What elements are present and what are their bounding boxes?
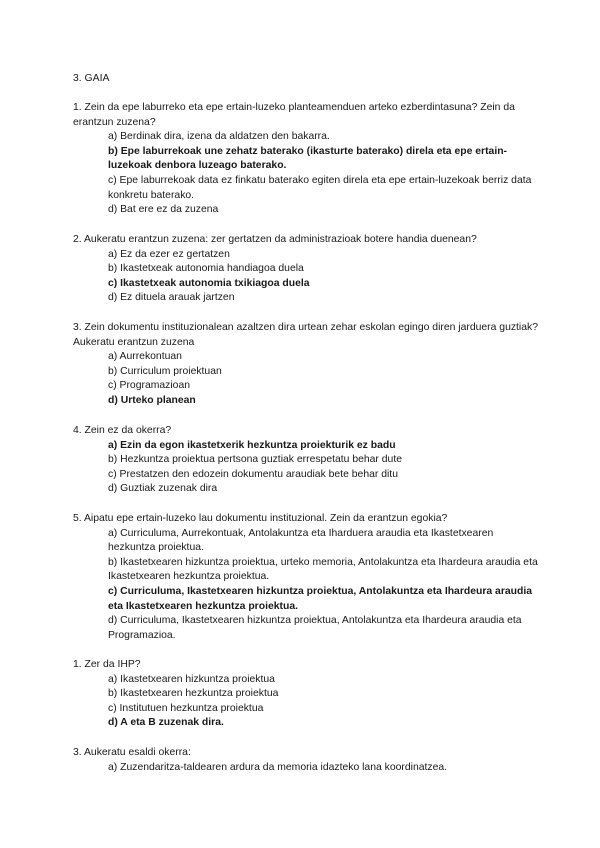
answer-option: d) Guztiak zuzenak dira bbox=[108, 483, 218, 495]
question-3 bbox=[73, 321, 543, 409]
question-4 bbox=[73, 424, 543, 497]
answer-option: b) Hezkuntza proiektua pertsona guztiak errespetatu behar dute bbox=[108, 454, 403, 466]
question-text: 3. Zein dokumentu instituzionalean azaltzen dira urtean zehar eskolan egingo diren jarduera guztiak? Aukeratu erantzun zuzena bbox=[73, 322, 538, 348]
answer-option: d) Ez dituela arauak jartzen bbox=[108, 292, 235, 304]
answer-options bbox=[73, 673, 543, 731]
answer-options bbox=[73, 439, 543, 497]
answer-option-correct: a) Ezin da egon ikastetxerik hezkuntza proiekturik ez badu bbox=[108, 439, 396, 451]
question-text: 5. Aipatu epe ertain-luzeko lau dokumentu instituzional. Zein da erantzun egokia? bbox=[73, 513, 448, 524]
answer-option: c) Prestatzen den edozein dokumentu araudiak bete behar ditu bbox=[108, 468, 398, 480]
answer-option: c) Institutuen hezkuntza proiektua bbox=[108, 702, 264, 714]
question-text: 3. Aukeratu esaldi okerra: bbox=[73, 747, 191, 758]
answer-option: b) Curriculum proiektuan bbox=[108, 365, 222, 377]
answer-option-correct: c) Ikastetxeak autonomia txikiagoa duela bbox=[108, 277, 310, 289]
answer-option: c) Epe laburrekoak data ez finkatu baterako egiten direla eta epe ertain-luzekoak berriz data konkretu baterako. bbox=[108, 174, 532, 201]
answer-option: d) Bat ere ez da zuzena bbox=[108, 204, 219, 216]
page-title: 3. GAIA bbox=[73, 73, 110, 84]
answer-option: b) Ikastetxearen hizkuntza proiektua, urteko memoria, Antolakuntza eta Ihardeura araudia eta Ikastetxearen hezkuntza proiektua. bbox=[108, 556, 538, 583]
answer-options bbox=[73, 130, 543, 218]
question-text: 1. Zer da IHP? bbox=[73, 659, 141, 670]
answer-options bbox=[73, 350, 543, 408]
answer-option: b) Ikastetxeak autonomia handiagoa duela bbox=[108, 263, 304, 275]
answer-option-correct: d) Urteko planean bbox=[108, 394, 196, 406]
answer-option-correct: d) A eta B zuzenak dira. bbox=[108, 717, 224, 729]
question-6 bbox=[73, 658, 543, 731]
answer-option: b) Ikastetxearen hezkuntza proiektua bbox=[108, 688, 279, 700]
answer-option-correct: c) Curriculuma, Ikastetxearen hizkuntza proiektua, Antolakuntza eta Ihardeura araudia eta Ikastetxearen hezkuntza proiektua. bbox=[108, 585, 533, 612]
answer-options bbox=[73, 248, 543, 306]
question-2 bbox=[73, 233, 543, 306]
answer-option: a) Ez da ezer ez gertatzen bbox=[108, 248, 230, 260]
answer-options bbox=[73, 761, 543, 776]
question-text: 4. Zein ez da okerra? bbox=[73, 425, 172, 436]
question-1 bbox=[73, 101, 543, 218]
answer-option: a) Zuzendaritza-taldearen ardura da memoria idazteko lana koordinatzea. bbox=[108, 761, 448, 773]
answer-option: d) Curriculuma, Ikastetxearen hizkuntza proiektua, Antolakuntza eta Ihardeura araudia eta Programazioa. bbox=[108, 615, 522, 641]
question-text: 1. Zein da epe laburreko eta epe ertain-luzeko planteamenduen arteko ezberdintasuna? Zein da erantzun zuzena? bbox=[73, 102, 515, 128]
question-text: 2. Aukeratu erantzun zuzena: zer gertatzen da administrazioak botere handia duenean? bbox=[73, 234, 477, 245]
answer-option: a) Ikastetxearen hizkuntza proiektua bbox=[108, 673, 275, 685]
answer-option: a) Curriculuma, Aurrekontuak, Antolakuntza eta Iharduera araudia eta Ikastetxearen hezkuntza proiektua. bbox=[108, 527, 494, 554]
answer-option: a) Aurrekontuan bbox=[108, 351, 182, 363]
answer-option-correct: b) Epe laburrekoak une zehatz baterako (ikasturte baterako) direla eta epe ertain-luzekoak denbora luzeago baterako. bbox=[108, 145, 508, 172]
question-7 bbox=[73, 746, 543, 775]
answer-options bbox=[73, 527, 543, 644]
question-5 bbox=[73, 512, 543, 643]
answer-option: c) Programazioan bbox=[108, 380, 191, 392]
answer-option: a) Berdinak dira, izena da aldatzen den bakarra. bbox=[108, 131, 330, 143]
